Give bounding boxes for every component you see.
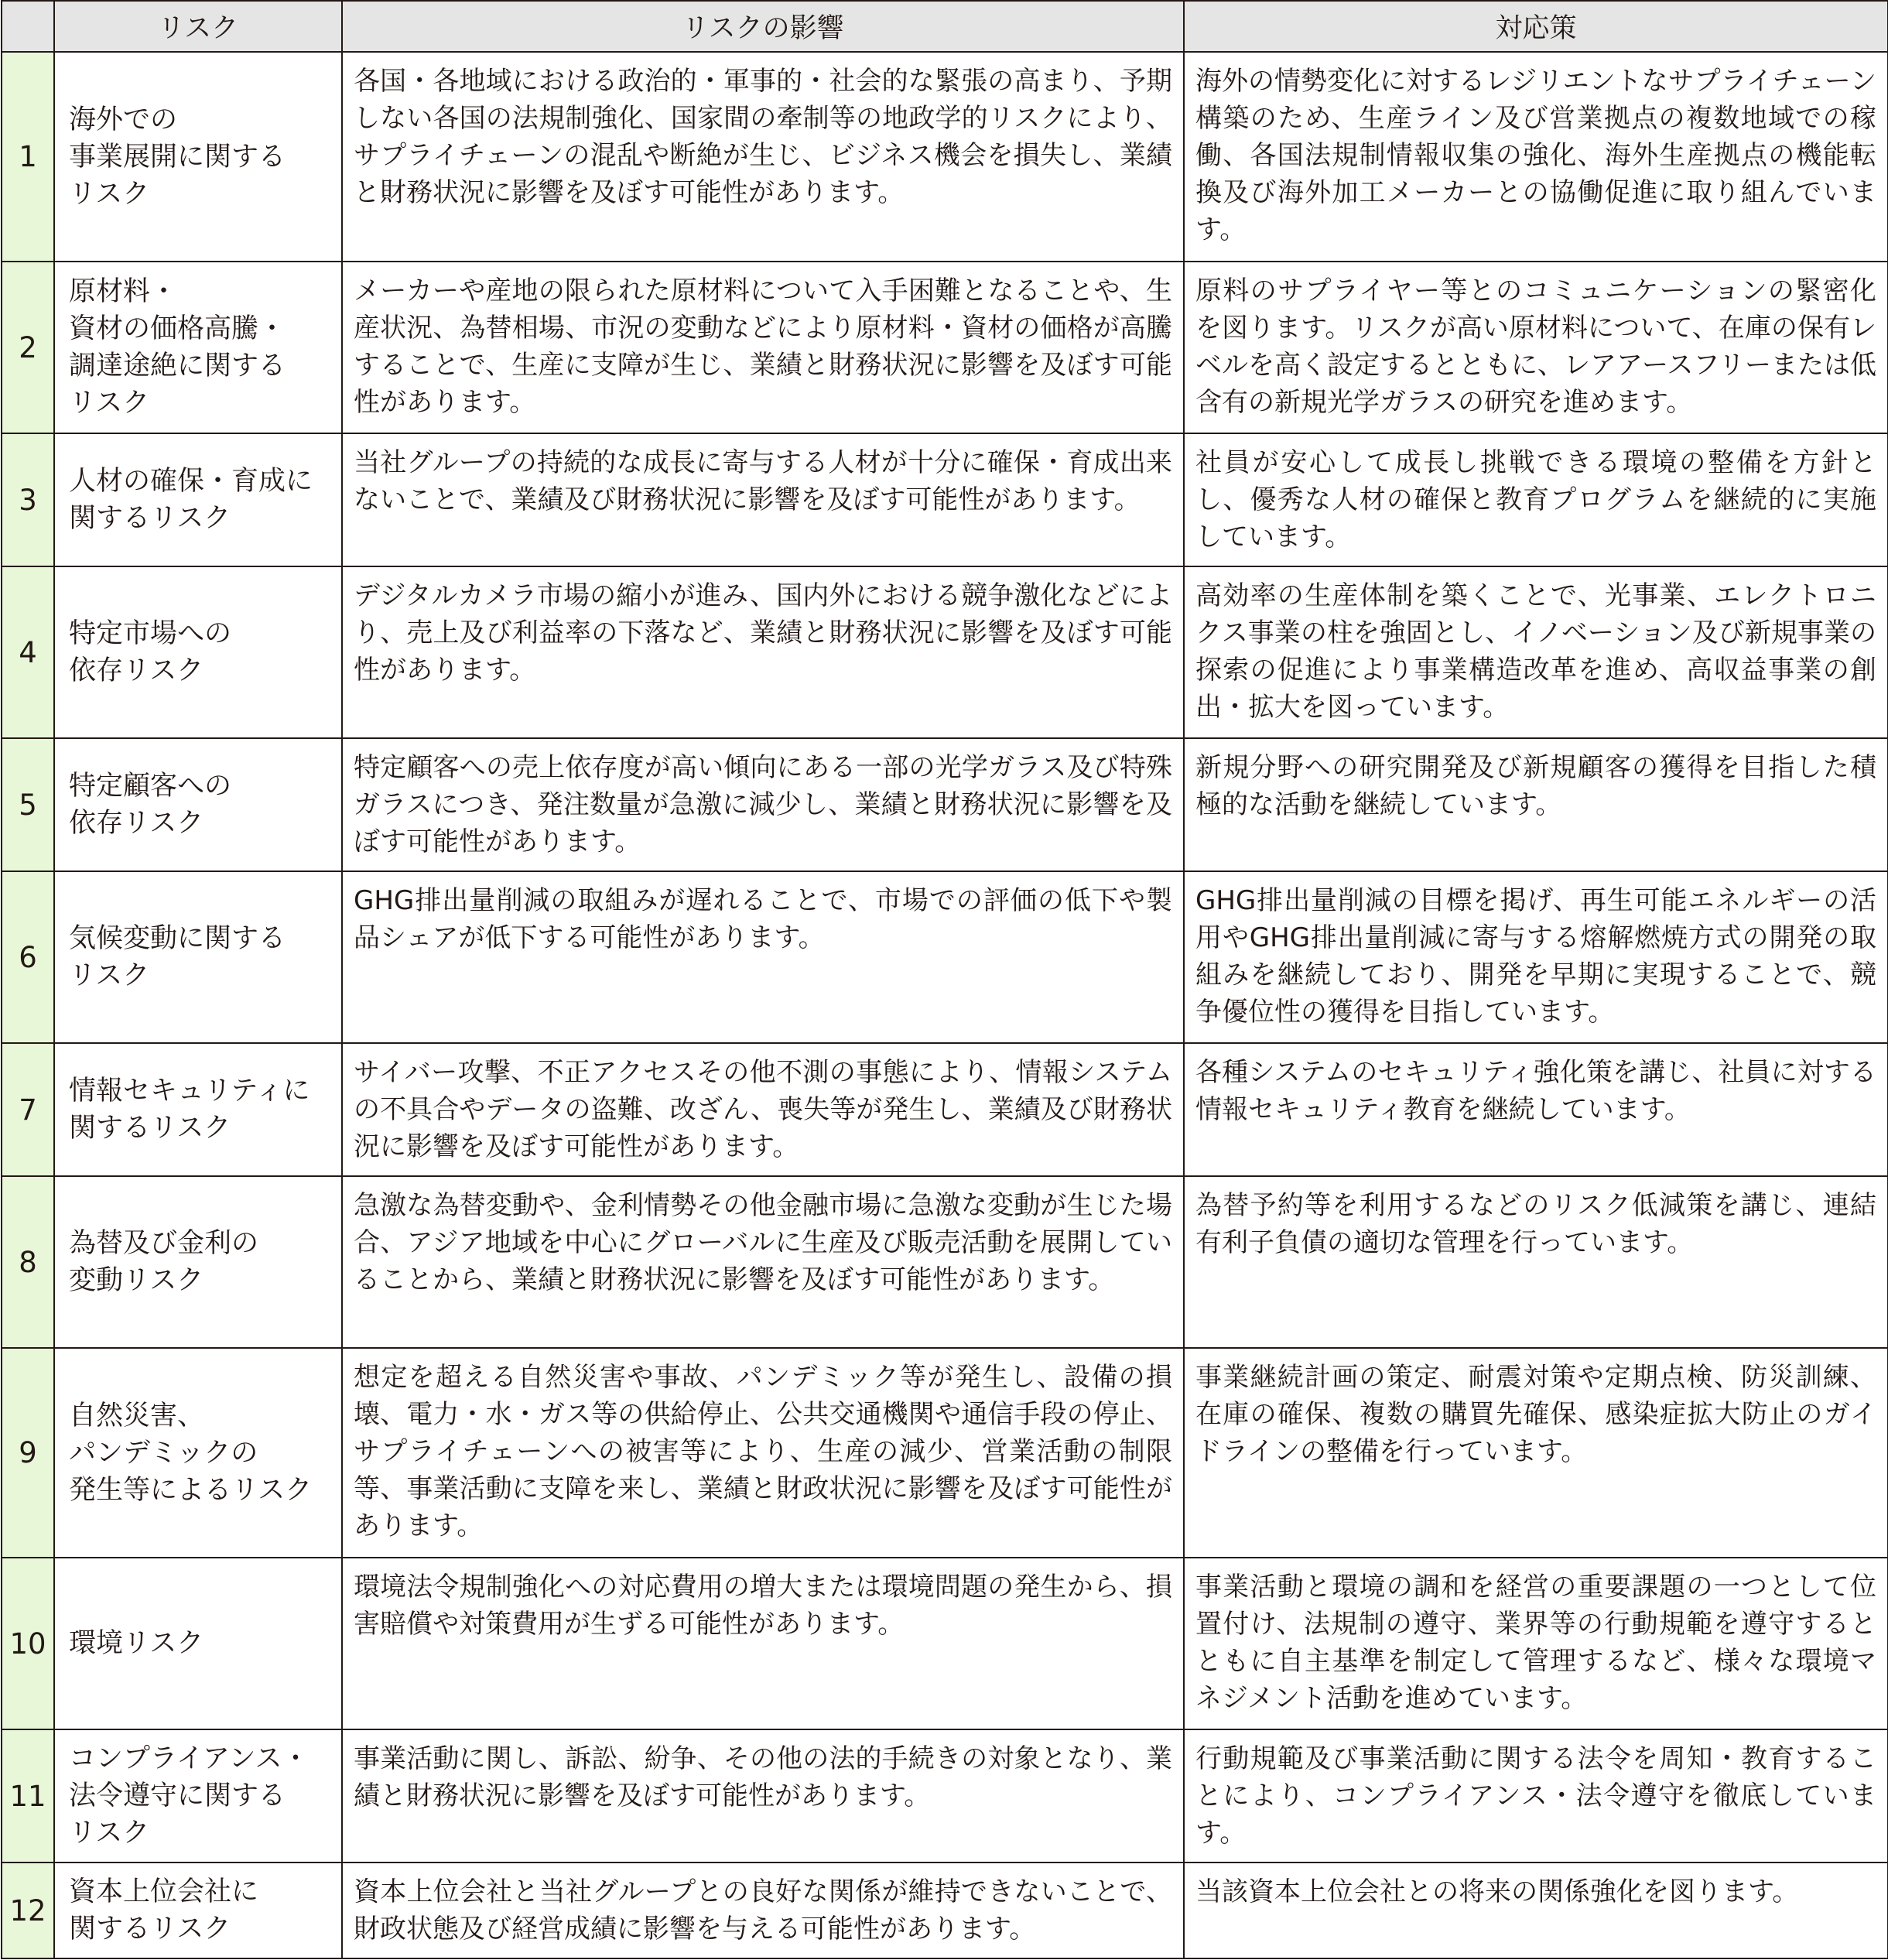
row-number: 2 xyxy=(2,262,54,433)
row-number: 3 xyxy=(2,433,54,566)
row-number: 1 xyxy=(2,52,54,262)
risk-name xyxy=(54,52,342,262)
risk-measure: GHG排出量削減の目標を掲げ、再生可能エネルギーの活用やGHG排出量削減に寄与する熔解燃焼方式の開発の取組みを継続しており、開発を早期に実現することで、競争優位性の獲得を目指しています。 xyxy=(1184,871,1888,1043)
risk-name-text: 気候変動に関する リスク xyxy=(69,923,286,991)
table-row xyxy=(2,433,1888,566)
risk-measure: 各種システムのセキュリティ強化策を講じ、社員に対する情報セキュリティ教育を継続しています。 xyxy=(1184,1043,1888,1176)
risk-measure: 海外の情勢変化に対するレジリエントなサプライチェーン構築のため、生産ライン及び営業拠点の複数地域での稼働、各国法規制情報収集の強化、海外生産拠点の機能転換及び海外加工メーカーとの協働促進に取り組んでいます。 xyxy=(1184,52,1888,262)
risk-name xyxy=(54,1043,342,1176)
risk-impact: 特定顧客への売上依存度が高い傾向にある一部の光学ガラス及び特殊ガラスにつき、発注数量が急激に減少し、業績と財務状況に影響を及ぼす可能性があります。 xyxy=(342,738,1184,871)
risk-name-text: 環境リスク xyxy=(69,1628,204,1659)
risk-impact: 事業活動に関し、訴訟、紛争、その他の法的手続きの対象となり、業績と財務状況に影響を及ぼす可能性があります。 xyxy=(342,1729,1184,1863)
header-row xyxy=(2,1,1888,52)
risk-name xyxy=(54,1558,342,1729)
table-row xyxy=(2,1176,1888,1348)
table-row xyxy=(2,738,1888,871)
row-number: 5 xyxy=(2,738,54,871)
risk-name-text: 自然災害、 パンデミックの 発生等によるリスク xyxy=(69,1400,313,1506)
risk-impact: 当社グループの持続的な成長に寄与する人材が十分に確保・育成出来ないことで、業績及び財務状況に影響を及ぼす可能性があります。 xyxy=(342,433,1184,566)
risk-measure: 社員が安心して成長し挑戦できる環境の整備を方針とし、優秀な人材の確保と教育プログラムを継続的に実施しています。 xyxy=(1184,433,1888,566)
risk-name-text: 人材の確保・育成に 関するリスク xyxy=(69,466,313,534)
risk-table xyxy=(1,0,1888,1959)
risk-impact: 環境法令規制強化への対応費用の増大または環境問題の発生から、損害賠償や対策費用が生ずる可能性があります。 xyxy=(342,1558,1184,1729)
risk-name xyxy=(54,433,342,566)
risk-name xyxy=(54,1729,342,1863)
table-row xyxy=(2,871,1888,1043)
row-number: 9 xyxy=(2,1348,54,1558)
risk-name xyxy=(54,1863,342,1958)
risk-name xyxy=(54,262,342,433)
risk-measure: 新規分野への研究開発及び新規顧客の獲得を目指した積極的な活動を継続しています。 xyxy=(1184,738,1888,871)
row-number: 11 xyxy=(2,1729,54,1863)
row-number: 6 xyxy=(2,871,54,1043)
row-number: 4 xyxy=(2,566,54,738)
risk-impact: 資本上位会社と当社グループとの良好な関係が維持できないことで、財政状態及び経営成績に影響を与える可能性があります。 xyxy=(342,1863,1184,1958)
table-row xyxy=(2,1729,1888,1863)
risk-measure: 原料のサプライヤー等とのコミュニケーションの緊密化を図ります。リスクが高い原材料について、在庫の保有レベルを高く設定するとともに、レアアースフリーまたは低含有の新規光学ガラスの研究を進めます。 xyxy=(1184,262,1888,433)
risk-impact: 急激な為替変動や、金利情勢その他金融市場に急激な変動が生じた場合、アジア地域を中心にグローバルに生産及び販売活動を展開していることから、業績と財務状況に影響を及ぼす可能性があります。 xyxy=(342,1176,1184,1348)
risk-impact: GHG排出量削減の取組みが遅れることで、市場での評価の低下や製品シェアが低下する可能性があります。 xyxy=(342,871,1184,1043)
risk-impact: 想定を超える自然災害や事故、パンデミック等が発生し、設備の損壊、電力・水・ガス等の供給停止、公共交通機関や通信手段の停止、サプライチェーンへの被害等により、生産の減少、営業活動の制限等、事業活動に支障を来し、業績と財政状況に影響を及ぼす可能性があります。 xyxy=(342,1348,1184,1558)
row-number: 7 xyxy=(2,1043,54,1176)
risk-measure: 行動規範及び事業活動に関する法令を周知・教育することにより、コンプライアンス・法令遵守を徹底しています。 xyxy=(1184,1729,1888,1863)
risk-name xyxy=(54,1176,342,1348)
risk-name-text: 海外での 事業展開に関する リスク xyxy=(69,104,286,210)
risk-name xyxy=(54,566,342,738)
risk-impact: 各国・各地域における政治的・軍事的・社会的な緊張の高まり、予期しない各国の法規制強化、国家間の牽制等の地政学的リスクにより、サプライチェーンの混乱や断絶が生じ、ビジネス機会を損失し、業績と財務状況に影響を及ぼす可能性があります。 xyxy=(342,52,1184,262)
row-number: 12 xyxy=(2,1863,54,1958)
risk-name-text: 原材料・ 資材の価格高騰・ 調達途絶に関する リスク xyxy=(69,276,286,419)
header-impact: リスクの影響 xyxy=(342,1,1184,52)
risk-name-text: コンプライアンス・ 法令遵守に関する リスク xyxy=(69,1743,310,1849)
header-num xyxy=(2,1,54,52)
risk-name xyxy=(54,871,342,1043)
risk-name-text: 情報セキュリティに 関するリスク xyxy=(69,1076,310,1144)
table-row xyxy=(2,1043,1888,1176)
table-row xyxy=(2,1348,1888,1558)
risk-name-text: 為替及び金利の 変動リスク xyxy=(69,1228,259,1296)
risk-name-text: 特定顧客への 依存リスク xyxy=(69,771,232,839)
risk-name xyxy=(54,1348,342,1558)
row-number: 8 xyxy=(2,1176,54,1348)
risk-measure: 高効率の生産体制を築くことで、光事業、エレクトロニクス事業の柱を強固とし、イノベーション及び新規事業の探索の促進により事業構造改革を進め、高収益事業の創出・拡大を図っています。 xyxy=(1184,566,1888,738)
risk-impact: サイバー攻撃、不正アクセスその他不測の事態により、情報システムの不具合やデータの盗難、改ざん、喪失等が発生し、業績及び財務状況に影響を及ぼす可能性があります。 xyxy=(342,1043,1184,1176)
table-row xyxy=(2,566,1888,738)
risk-measure: 事業継続計画の策定、耐震対策や定期点検、防災訓練、在庫の確保、複数の購買先確保、感染症拡大防止のガイドラインの整備を行っています。 xyxy=(1184,1348,1888,1558)
table-row xyxy=(2,1863,1888,1958)
row-number: 10 xyxy=(2,1558,54,1729)
risk-measure: 当該資本上位会社との将来の関係強化を図ります。 xyxy=(1184,1863,1888,1958)
header-risk: リスク xyxy=(54,1,342,52)
risk-measure: 事業活動と環境の調和を経営の重要課題の一つとして位置付け、法規制の遵守、業界等の行動規範を遵守するとともに自主基準を制定して管理するなど、様々な環境マネジメント活動を進めています。 xyxy=(1184,1558,1888,1729)
risk-name-text: 資本上位会社に 関するリスク xyxy=(69,1876,259,1945)
risk-measure: 為替予約等を利用するなどのリスク低減策を講じ、連結有利子負債の適切な管理を行っています。 xyxy=(1184,1176,1888,1348)
risk-name-text: 特定市場への 依存リスク xyxy=(69,618,232,686)
risk-impact: デジタルカメラ市場の縮小が進み、国内外における競争激化などにより、売上及び利益率の下落など、業績と財務状況に影響を及ぼす可能性があります。 xyxy=(342,566,1184,738)
risk-impact: メーカーや産地の限られた原材料について入手困難となることや、生産状況、為替相場、市況の変動などにより原材料・資材の価格が高騰することで、生産に支障が生じ、業績と財務状況に影響を及ぼす可能性があります。 xyxy=(342,262,1184,433)
risk-name xyxy=(54,738,342,871)
table-row xyxy=(2,52,1888,262)
table-row xyxy=(2,262,1888,433)
table-row xyxy=(2,1558,1888,1729)
header-measure: 対応策 xyxy=(1184,1,1888,52)
